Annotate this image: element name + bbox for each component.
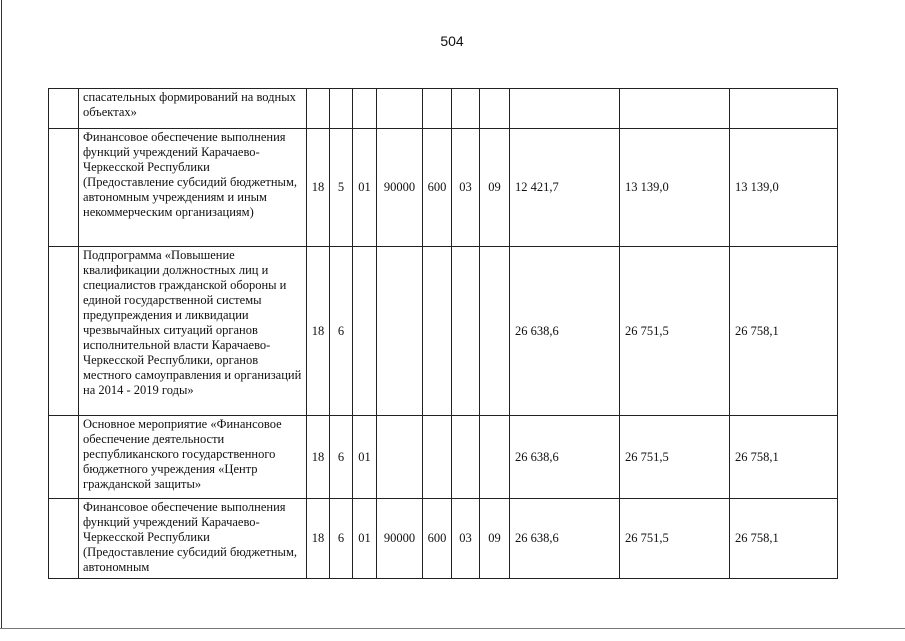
expense-type-cell bbox=[423, 89, 452, 129]
activity-code-cell: 01 bbox=[353, 499, 377, 579]
scan-bottom-edge bbox=[0, 628, 905, 641]
amount-year1-cell bbox=[510, 89, 620, 129]
ministry-code-cell: 18 bbox=[307, 247, 330, 416]
direction-code-cell bbox=[377, 416, 423, 499]
amount-year1-cell: 26 638,6 bbox=[510, 499, 620, 579]
amount-year1-cell: 26 638,6 bbox=[510, 416, 620, 499]
row-index-cell bbox=[49, 89, 79, 129]
amount-year2-cell: 26 751,5 bbox=[620, 416, 730, 499]
row-index-cell bbox=[49, 416, 79, 499]
amount-year1-cell: 12 421,7 bbox=[510, 129, 620, 247]
amount-year2-cell: 26 751,5 bbox=[620, 499, 730, 579]
ministry-code-cell bbox=[307, 89, 330, 129]
expense-type-cell: 600 bbox=[423, 499, 452, 579]
subprogram-code-cell: 6 bbox=[330, 247, 353, 416]
amount-year2-cell: 26 751,5 bbox=[620, 247, 730, 416]
item-name-cell: Финансовое обеспечение выполнения функций учреждений Карачаево-Черкесской Республики (Предоставление субсидий бюджетным, автономным учреждениям и иным некоммерческим организациям) bbox=[79, 129, 307, 247]
expense-type-cell: 600 bbox=[423, 129, 452, 247]
direction-code-cell: 90000 bbox=[377, 129, 423, 247]
table-row bbox=[49, 499, 838, 579]
amount-year3-cell: 26 758,1 bbox=[730, 499, 838, 579]
ministry-code-cell: 18 bbox=[307, 499, 330, 579]
table-row bbox=[49, 247, 838, 416]
subsection-code-cell: 09 bbox=[480, 499, 510, 579]
expense-type-cell bbox=[423, 416, 452, 499]
subsection-code-cell: 09 bbox=[480, 129, 510, 247]
amount-year2-cell bbox=[620, 89, 730, 129]
subsection-code-cell bbox=[480, 416, 510, 499]
row-index-cell bbox=[49, 499, 79, 579]
direction-code-cell bbox=[377, 247, 423, 416]
activity-code-cell: 01 bbox=[353, 129, 377, 247]
table-row bbox=[49, 416, 838, 499]
section-code-cell: 03 bbox=[452, 499, 480, 579]
section-code-cell bbox=[452, 416, 480, 499]
expense-type-cell bbox=[423, 247, 452, 416]
section-code-cell: 03 bbox=[452, 129, 480, 247]
section-code-cell bbox=[452, 89, 480, 129]
budget-table bbox=[48, 88, 838, 579]
amount-year3-cell: 26 758,1 bbox=[730, 247, 838, 416]
subprogram-code-cell: 5 bbox=[330, 129, 353, 247]
row-index-cell bbox=[49, 129, 79, 247]
subprogram-code-cell bbox=[330, 89, 353, 129]
table-row bbox=[49, 129, 838, 247]
row-index-cell bbox=[49, 247, 79, 416]
item-name-cell: Основное мероприятие «Финансовое обеспечение деятельности республиканского государственного бюджетного учреждения «Центр гражданской защиты» bbox=[79, 416, 307, 499]
activity-code-cell: 01 bbox=[353, 416, 377, 499]
subsection-code-cell bbox=[480, 89, 510, 129]
subprogram-code-cell: 6 bbox=[330, 499, 353, 579]
direction-code-cell bbox=[377, 89, 423, 129]
amount-year3-cell: 13 139,0 bbox=[730, 129, 838, 247]
page-number: 504 bbox=[440, 33, 464, 49]
table-row bbox=[49, 89, 838, 129]
amount-year2-cell: 13 139,0 bbox=[620, 129, 730, 247]
activity-code-cell bbox=[353, 89, 377, 129]
amount-year1-cell: 26 638,6 bbox=[510, 247, 620, 416]
amount-year3-cell: 26 758,1 bbox=[730, 416, 838, 499]
activity-code-cell bbox=[353, 247, 377, 416]
item-name-cell: Финансовое обеспечение выполнения функций учреждений Карачаево-Черкесской Республики (Предоставление субсидий бюджетным, автономным bbox=[79, 499, 307, 579]
direction-code-cell: 90000 bbox=[377, 499, 423, 579]
section-code-cell bbox=[452, 247, 480, 416]
ministry-code-cell: 18 bbox=[307, 416, 330, 499]
item-name-cell: Подпрограмма «Повышение квалификации должностных лиц и специалистов гражданской обороны и единой государственной системы предупреждения и ликвидации чрезвычайных ситуаций органов исполнительной власти Карачаево-Черкесской Республики, органов местного самоуправления и организаций на 2014 - 2019 годы» bbox=[79, 247, 307, 416]
amount-year3-cell bbox=[730, 89, 838, 129]
ministry-code-cell: 18 bbox=[307, 129, 330, 247]
item-name-cell: спасательных формирований на водных объектах» bbox=[79, 89, 307, 129]
scan-left-edge bbox=[1, 0, 2, 640]
subprogram-code-cell: 6 bbox=[330, 416, 353, 499]
subsection-code-cell bbox=[480, 247, 510, 416]
